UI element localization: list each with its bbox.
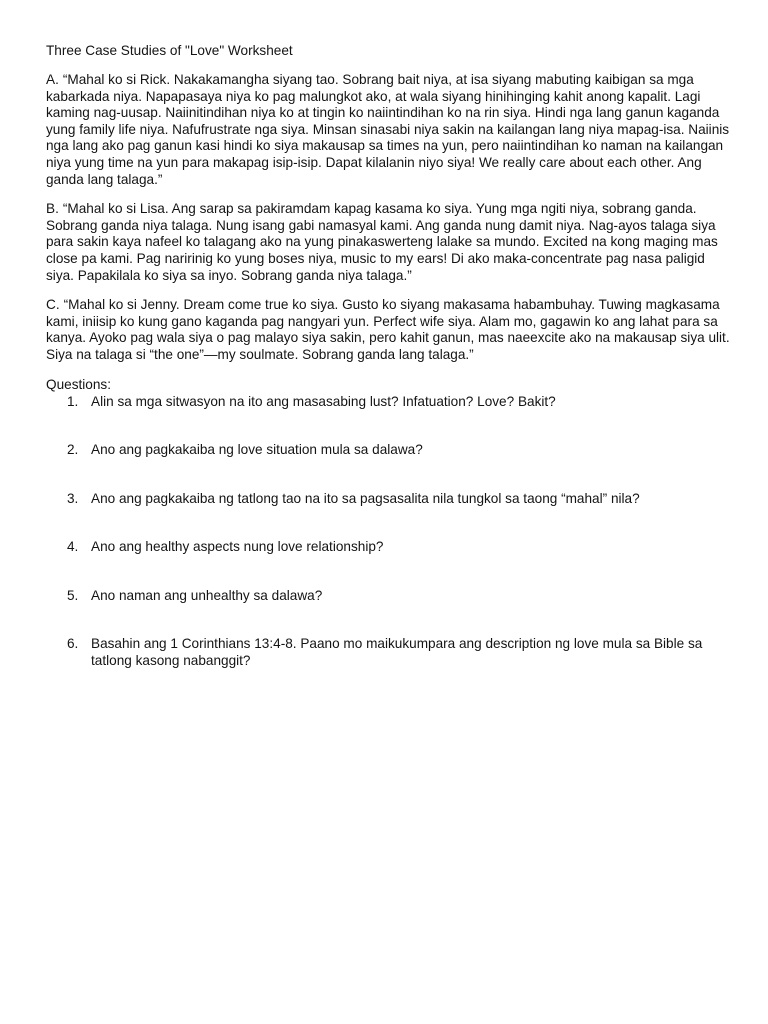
question-text: Ano ang pagkakaiba ng tatlong tao na ito sa pagsasalita nila tungkol sa taong “mahal” nila? xyxy=(91,490,640,506)
question-number: 4. xyxy=(67,539,79,555)
worksheet-title: Three Case Studies of "Love" Worksheet xyxy=(46,43,293,58)
question-text: Ano ang pagkakaiba ng love situation mula sa dalawa? xyxy=(91,442,423,458)
case-study-b xyxy=(46,201,734,284)
question-number: 1. xyxy=(67,393,79,409)
question-item xyxy=(46,394,734,411)
question-text: Basahin ang 1 Corinthians 13:4-8. Paano mo maikukumpara ang description ng love mula sa Bible sa tatlong kasong nabanggit? xyxy=(91,636,703,669)
case-label: A. xyxy=(46,72,59,87)
case-study-c xyxy=(46,297,734,363)
question-number: 6. xyxy=(67,636,79,652)
question-number: 3. xyxy=(67,490,79,506)
question-item xyxy=(46,588,734,605)
case-study-a xyxy=(46,72,734,188)
question-item xyxy=(46,636,734,669)
question-text: Alin sa mga sitwasyon na ito ang masasabing lust? Infatuation? Love? Bakit? xyxy=(91,393,556,409)
worksheet-page xyxy=(46,42,734,670)
question-number: 5. xyxy=(67,587,79,603)
case-label: C. xyxy=(46,297,60,313)
question-item xyxy=(46,442,734,459)
questions-heading: Questions: xyxy=(46,376,111,392)
case-text: “Mahal ko si Lisa. Ang sarap sa pakiramdam kapag kasama ko siya. Yung mga ngiti niya, sobrang ganda. Sobrang ganda niya talaga. Nung isang gabi namasyal kami. Ang ganda nung damit niya. Nag-ayos talaga siya para sakin kaya nafeel ko talagang ako na yung pinakaswerteng lalake sa mundo. Excited na kong maging mas close pa kami. Pag naririnig ko yung boses niya, music to my ears! Di ako maka-concentrate pag nasa paligid siya. Papakilala ko siya sa inyo. Sobrang ganda niya talaga.” xyxy=(46,201,718,283)
question-text: Ano naman ang unhealthy sa dalawa? xyxy=(91,587,323,603)
question-text: Ano ang healthy aspects nung love relationship? xyxy=(91,539,384,555)
questions-list xyxy=(46,394,734,670)
case-text: “Mahal ko si Rick. Nakakamangha siyang tao. Sobrang bait niya, at isa siyang mabuting kaibigan sa mga kabarkada niya. Napapasaya niya ko pag malungkot ako, at wala siyang hinihinging kahit anong kapalit. Lagi kaming nag-uusap. Naiinitindihan niya ko at tingin ko naiintindihan ko na rin siya. Hindi nga lang ganun kaganda yung family life niya. Nafufrustrate nga siya. Minsan sinasabi niya sakin na kailangan lang niya mapag-isa. Naiinis nga lang ako pag ganun kasi hindi ko siya makausap sa times na yun, pero naiintindihan ko naman na kailangan niya yung time na yun para makapag isip-isip. Dapat kilalanin niyo siya! We really care about each other. Ang ganda lang talaga.” xyxy=(46,72,730,187)
question-number: 2. xyxy=(67,442,79,458)
case-label: B. xyxy=(46,201,59,217)
question-item xyxy=(46,539,734,556)
question-item xyxy=(46,491,734,508)
case-text: “Mahal ko si Jenny. Dream come true ko siya. Gusto ko siyang makasama habambuhay. Tuwing magkasama kami, iniisip ko kung gano kaganda pag nangyari yun. Perfect wife siya. Alam mo, gagawin ko ang lahat para sa kanya. Ayoko pag wala siya o pag malayo siya sakin, pero kahit ganun, mas naeexcite ako na makausap siya ulit. Siya na talaga si “the one”—my soulmate. Sobrang ganda lang talaga.” xyxy=(46,297,730,362)
